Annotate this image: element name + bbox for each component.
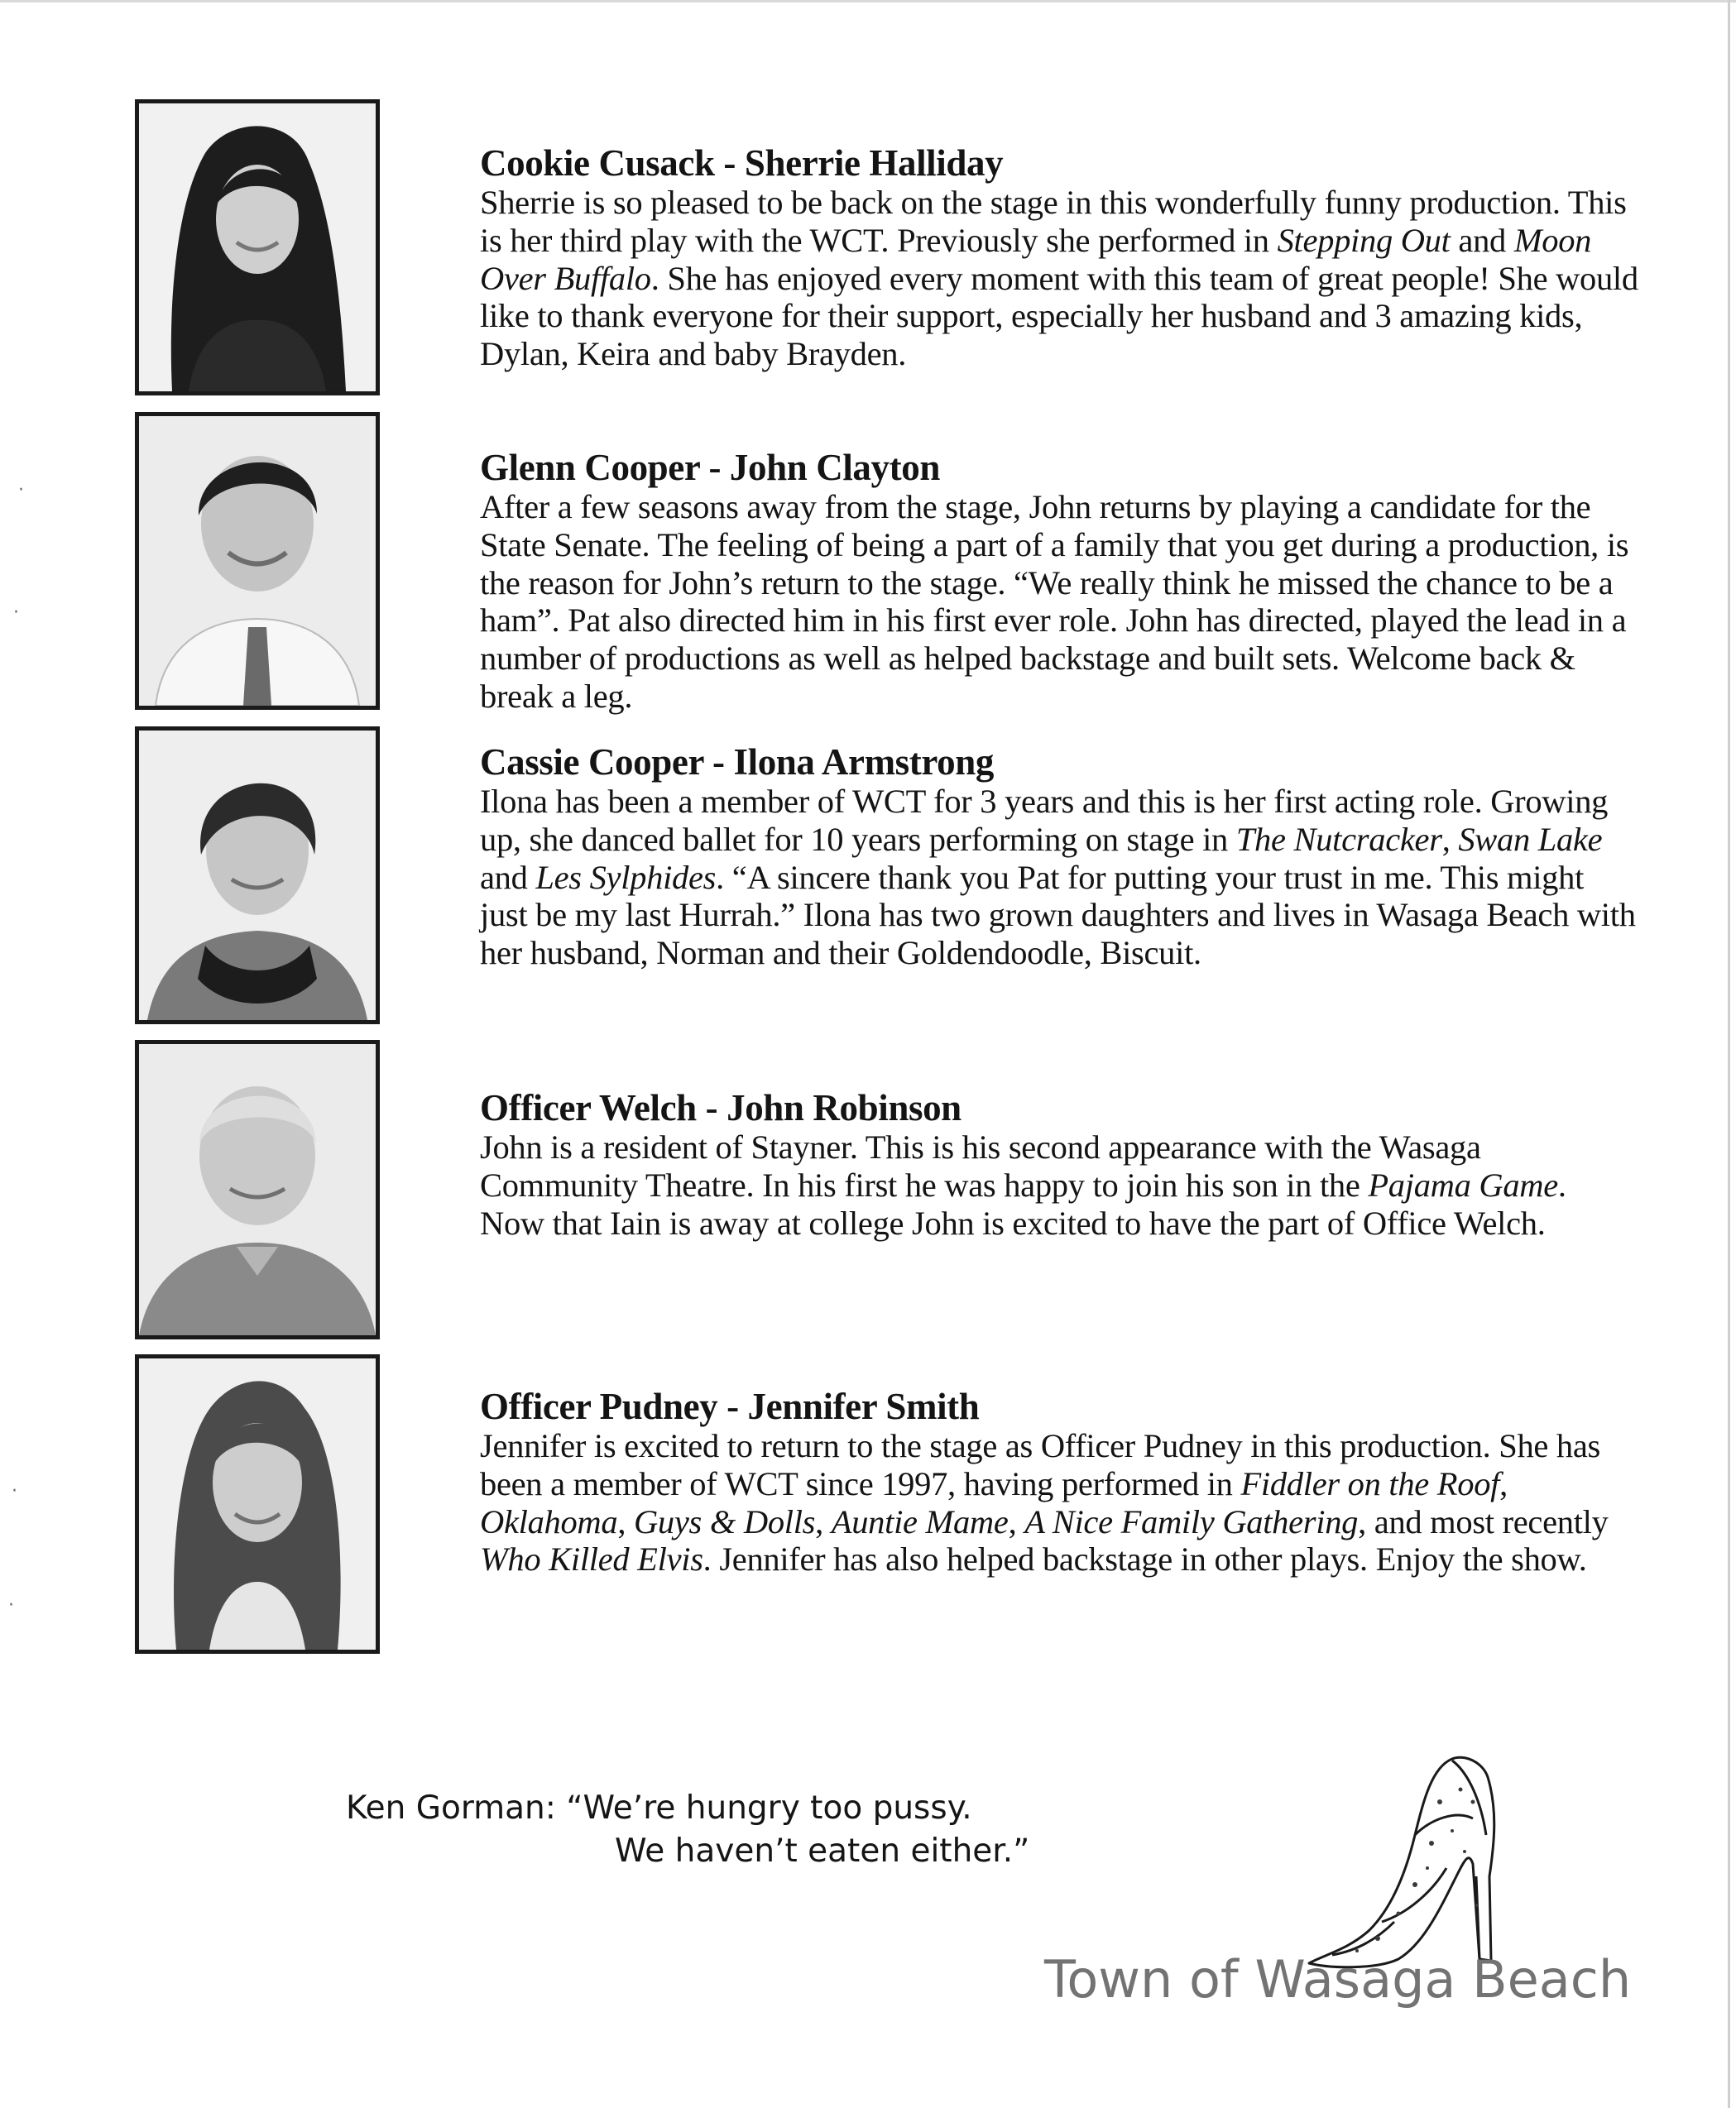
cast-bio: Sherrie is so pleased to be back on the stage in this wonderfully funny production. This is her third play with the WCT. Previously she performed in Stepping Out and Moon Over Buffalo. She has enjoyed every moment with this team of great people! She would like to thank everyone for their support, especially her husband and 3 amazing kids, Dylan, Keira and baby Brayden. [480,184,1638,373]
quote-line-2: We haven’t eaten either.” [615,1833,1030,1870]
page-right-edge [1728,0,1730,2108]
show-title: The Nutcracker [1235,820,1442,858]
show-title: Pajama Game [1368,1166,1558,1204]
cast-bio: Ilona has been a member of WCT for 3 years and this is her first acting role. Growing up, she danced ballet for 10 years performing on stage in The Nutcracker, Swan Lake and Les Sylphides. “A sincere thank you Pat for putting your trust in me. This might just be my last Hurrah.” Ilona has two grown daughters and lives in Wasaga Beach with her husband, Norman and their Goldendoodle, Biscuit. [480,783,1636,972]
show-title: Who Killed Elvis [480,1540,703,1579]
cast-bio: Jennifer is excited to return to the stage as Officer Pudney in this production. She has been a member of WCT since 1997, having performed in Fiddler on the Roof, Oklahoma, Guys & Dolls, Auntie Mame, A Nice Family Gathering, and most recently Who Killed Elvis. Jennifer has also helped backstage in other plays. Enjoy the show. [480,1427,1609,1579]
cast-heading: Cassie Cooper - Ilona Armstrong [480,741,994,783]
cast-heading: Officer Pudney - Jennifer Smith [480,1386,980,1427]
show-title: Fiddler on the Roof [1240,1464,1500,1502]
cast-heading: Officer Welch - John Robinson [480,1087,962,1128]
headshot-photo [135,412,380,710]
show-title: Les Sylphides [535,858,717,896]
show-title: Guys & Dolls [633,1502,816,1540]
headshot-photo [135,99,380,395]
cast-heading: Glenn Cooper - John Clayton [480,447,940,488]
headshot-photo [135,1040,380,1339]
show-title: Moon Over Buffalo [480,221,1592,297]
town-watermark: Town of Wasaga Beach [1044,1949,1632,2010]
quote-line-1: Ken Gorman: “We’re hungry too pussy. [346,1789,972,1827]
cast-bio: After a few seasons away from the stage, John returns by playing a candidate for the State Senate. The feeling of being a part of a family that you get during a production, is the reason for John’s return to the stage. “We really think he missed the chance to be a ham”. Pat also directed him in his first ever role. John has directed, played the lead in a number of productions as well as helped backstage and built sets. Welcome back & break a leg. [480,488,1629,715]
show-title: Stepping Out [1277,221,1451,259]
show-title: A Nice Family Gathering [1024,1502,1359,1540]
ken-gorman-quote [346,1787,1029,1873]
show-title: Auntie Mame [831,1502,1009,1540]
page-top-edge [0,0,1736,2]
show-title: Swan Lake [1458,820,1603,858]
show-title: Oklahoma [480,1502,618,1540]
cast-bio: John is a resident of Stayner. This is his second appearance with the Wasaga Community Theatre. In his first he was happy to join his son in the Pajama Game. Now that Iain is away at college John is excited to have the part of Office Welch. [480,1128,1566,1242]
headshot-photo [135,726,380,1024]
cast-heading: Cookie Cusack - Sherrie Halliday [480,142,1004,184]
headshot-photo [135,1354,380,1654]
